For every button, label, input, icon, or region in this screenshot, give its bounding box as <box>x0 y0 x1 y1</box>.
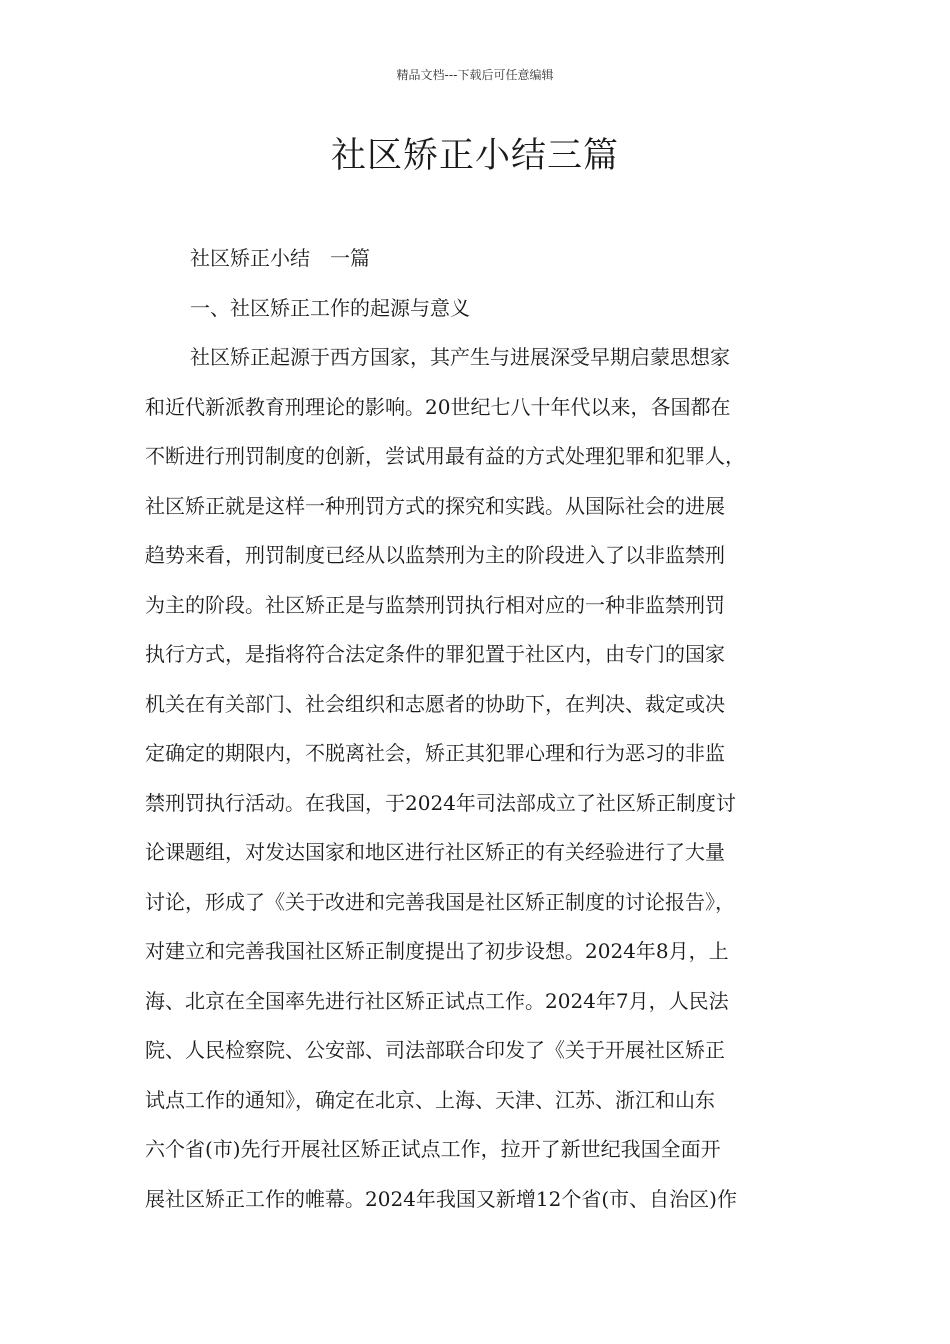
page-title: 社区矫正小结三篇 <box>330 136 619 176</box>
paragraph-line: 定确定的期限内，不脱离社会，矫正其犯罪心理和行为恶习的非监 <box>145 741 725 765</box>
paragraph-line: 不断进行刑罚制度的创新，尝试用最有益的方式处理犯罪和犯罪人， <box>145 444 745 468</box>
paragraph-line: 社区矫正起源于西方国家，其产生与进展深受早期启蒙思想家 <box>190 345 730 369</box>
section-heading: 一、社区矫正工作的起源与意义 <box>190 295 470 320</box>
paragraph-line: 执行方式，是指将符合法定条件的罪犯置于社区内，由专门的国家 <box>145 642 725 666</box>
paragraph <box>145 333 810 1224</box>
paragraph-line: 院、人民检察院、公安部、司法部联合印发了《关于开展社区矫正 <box>145 1038 725 1062</box>
paragraph-line: 对建立和完善我国社区矫正制度提出了初步设想。2024年8月，上 <box>145 939 729 963</box>
paragraph-line: 和近代新派教育刑理论的影响。20世纪七八十年代以来，各国都在 <box>145 394 731 419</box>
paragraph-line: 机关在有关部门、社会组织和志愿者的协助下，在判决、裁定或决 <box>145 691 725 716</box>
paragraph-line: 趋势来看，刑罚制度已经从以监禁刑为主的阶段进入了以非监禁刑 <box>145 543 725 567</box>
paragraph-line: 禁刑罚执行活动。在我国，于2024年司法部成立了社区矫正制度讨 <box>145 790 736 815</box>
subtitle: 社区矫正小结 一篇 <box>190 246 370 270</box>
header-note: 精品文档---下载后可任意编辑 <box>396 68 554 82</box>
paragraph-line: 社区矫正就是这样一种刑罚方式的探究和实践。从国际社会的进展 <box>145 493 725 518</box>
paragraph-line: 试点工作的通知》，确定在北京、上海、天津、江苏、浙江和山东 <box>145 1087 715 1112</box>
paragraph-line: 展社区矫正工作的帷幕。2024年我国又新增12个省(市、自治区)作 <box>145 1186 737 1211</box>
paragraph-line: 论课题组，对发达国家和地区进行社区矫正的有关经验进行了大量 <box>145 840 725 864</box>
paragraph-line: 为主的阶段。社区矫正是与监禁刑罚执行相对应的一种非监禁刑罚 <box>145 592 725 617</box>
document-body <box>145 234 810 1224</box>
paragraph-line: 海、北京在全国率先进行社区矫正试点工作。2024年7月，人民法 <box>145 988 729 1013</box>
paragraph-line: 六个省(市)先行开展社区矫正试点工作，拉开了新世纪我国全面开 <box>145 1137 721 1161</box>
paragraph-line: 讨论，形成了《关于改进和完善我国是社区矫正制度的讨论报告》， <box>145 889 735 914</box>
